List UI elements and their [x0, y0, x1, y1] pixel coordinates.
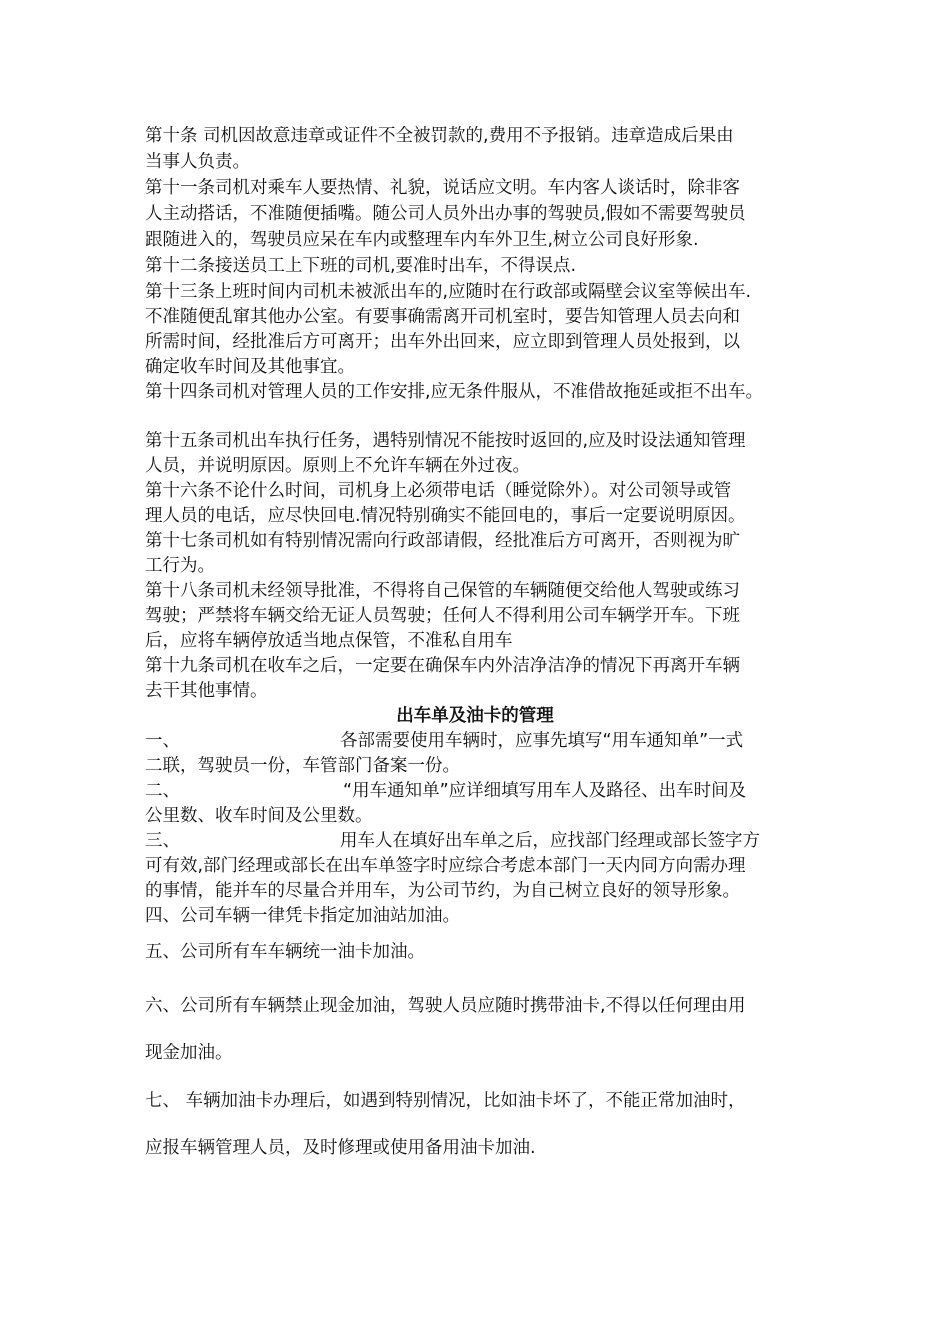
paragraph-line: 第十三条上班时间内司机未被派出车的,应随时在行政部或隔壁会议室等候出车.: [145, 282, 752, 302]
paragraph-line: 人主动搭话，不准随便插嘴。随公司人员外出办事的驾驶员,假如不需要驾驶员: [145, 204, 746, 224]
paragraph-line: 所需时间，经批准后方可离开；出车外出回来，应立即到管理人员处报到，以: [145, 332, 740, 352]
paragraph-line: 人员，并说明原因。原则上不允许车辆在外过夜。: [145, 456, 530, 476]
paragraph-line: 不准随便乱窜其他办公室。有要事确需离开司机室时，要告知管理人员去向和: [145, 307, 740, 327]
item-number: 三、: [145, 831, 180, 851]
paragraph-line: 应报车辆管理人员，及时修理或使用备用油卡加油.: [145, 1138, 536, 1158]
section-title: 出车单及油卡的管理: [396, 706, 554, 726]
paragraph-line: 跟随进入的，驾驶员应呆在车内或整理车内车外卫生,树立公司良好形象.: [145, 230, 699, 250]
item-number: 二、: [145, 781, 180, 801]
paragraph-line: 第十七条司机如有特别情况需向行政部请假，经批准后方可离开，否则视为旷: [145, 531, 740, 551]
numbered-item: [145, 729, 743, 753]
paragraph-line: 确定收车时间及其他事宜。: [145, 357, 355, 377]
paragraph-line: 公里数、收车时间及公里数。: [145, 806, 373, 826]
paragraph-line: 六、公司所有车辆禁止现金加油，驾驶人员应随时携带油卡,不得以任何理由用: [145, 996, 746, 1016]
paragraph-line: 现金加油。: [145, 1043, 233, 1063]
paragraph-line: 可有效,部门经理或部长在出车单签字时应综合考虑本部门一天内同方向需办理: [145, 856, 746, 876]
paragraph-line: 驾驶；严禁将车辆交给无证人员驾驶；任何人不得利用公司车辆学开车。下班: [145, 606, 740, 626]
paragraph-line: 二联，驾驶员一份，车管部门备案一份。: [145, 756, 460, 776]
paragraph-line: 后，应将车辆停放适当地点保管，不准私自用车: [145, 631, 513, 651]
paragraph-line: 第十四条司机对管理人员的工作安排,应无条件服从，不准借故拖延或拒不出车。: [145, 382, 764, 402]
paragraph-line: 第十条 司机因故意违章或证件不全被罚款的,费用不予报销。违章造成后果由: [145, 126, 734, 146]
paragraph-line: 工行为。: [145, 556, 215, 576]
paragraph-line: 五、公司所有车车辆统一油卡加油。: [145, 942, 425, 962]
paragraph-line: 七、 车辆加油卡办理后，如遇到特别情况，比如油卡坏了，不能正常加油时，: [145, 1091, 746, 1111]
paragraph-line: 四、公司车辆一律凭卡指定加油站加油。: [145, 906, 460, 926]
paragraph-line: 的事情，能并车的尽量合并用车，为公司节约，为自己树立良好的领导形象。: [145, 881, 740, 901]
numbered-item: [145, 829, 760, 853]
item-text: “用车通知单”应详细填写用车人及路径、出车时间及: [343, 781, 747, 801]
item-text: 用车人在填好出车单之后，应找部门经理或部长签字方: [340, 831, 760, 851]
paragraph-line: 理人员的电话，应尽快回电.情况特别确实不能回电的，事后一定要说明原因。: [145, 506, 746, 526]
item-number: 一、: [145, 731, 180, 751]
paragraph-line: 第十一条司机对乘车人要热情、礼貌，说话应文明。车内客人谈话时，除非客: [145, 178, 740, 198]
paragraph-line: 第十八条司机未经领导批准，不得将自己保管的车辆随便交给他人驾驶或练习: [145, 581, 740, 601]
paragraph-line: 第十六条不论什么时间，司机身上必须带电话（睡觉除外）。对公司领导或管: [145, 481, 732, 501]
paragraph-line: 第十二条接送员工上下班的司机,要准时出车，不得误点.: [145, 256, 577, 276]
item-text: 各部需要使用车辆时，应事先填写“用车通知单”一式: [340, 731, 744, 751]
paragraph-line: 第十五条司机出车执行任务，遇特别情况不能按时返回的,应及时设法通知管理: [145, 431, 746, 451]
numbered-item: [145, 779, 746, 803]
paragraph-line: 当事人负责。: [145, 152, 250, 172]
paragraph-line: 去干其他事情。: [145, 681, 268, 701]
paragraph-line: 第十九条司机在收车之后，一定要在确保车内外洁净洁净的情况下再离开车辆: [145, 656, 740, 676]
